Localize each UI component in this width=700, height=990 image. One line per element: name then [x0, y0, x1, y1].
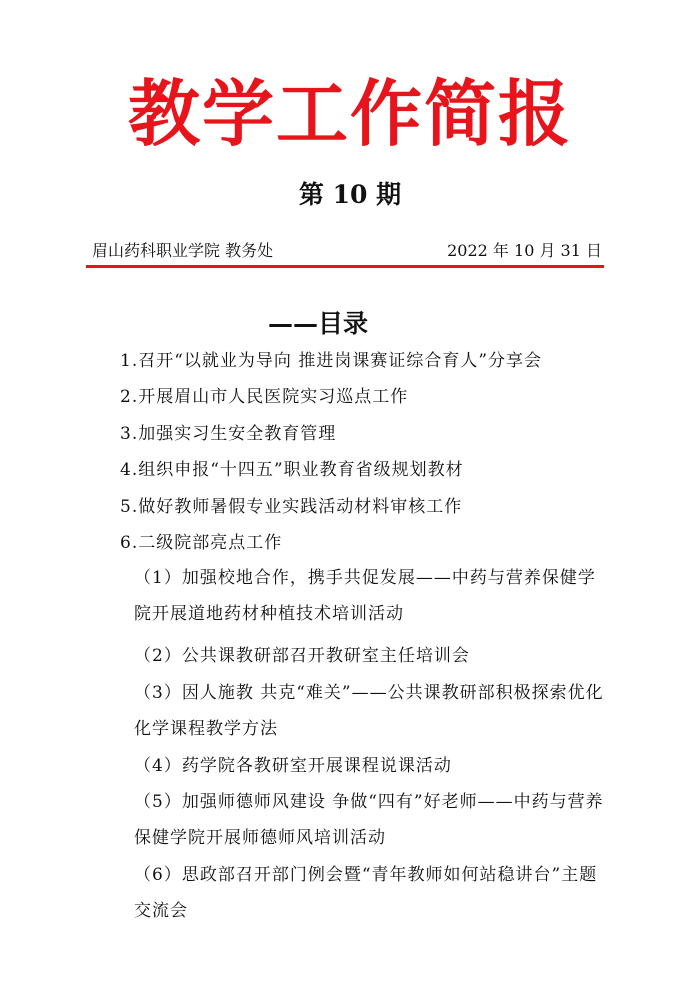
issue-number: 第 10 期	[298, 180, 402, 209]
toc-item-4: 4.组织申报“十四五”职业教育省级规划教材	[120, 460, 464, 480]
toc-subitem-1	[92, 560, 612, 632]
toc-heading: ——目录	[268, 309, 369, 338]
toc-subitem-2	[92, 638, 612, 674]
organization-name: 眉山药科职业学院 教务处	[92, 241, 274, 260]
toc-subitem-text: （3）因人施教 共克“难关”——公共课教研部积极探索优化化学课程教学方法	[134, 683, 604, 739]
toc-item-2: 2.开展眉山市人民医院实习巡点工作	[120, 387, 409, 407]
toc-subitem-3	[92, 675, 612, 747]
toc-subitem-6	[92, 857, 612, 929]
toc-item-5: 5.做好教师暑假专业实践活动材料审核工作	[120, 497, 463, 517]
header-divider	[86, 265, 604, 268]
toc-subitem-text: （2）公共课教研部召开教研室主任培训会	[134, 646, 470, 666]
toc-item-6: 6.二级院部亮点工作	[120, 533, 283, 553]
toc-item-1: 1.召开“以就业为导向 推进岗课赛证综合育人”分享会	[120, 351, 543, 371]
bulletin-title: 教学工作简报	[127, 71, 572, 156]
toc-subitem-4	[92, 748, 612, 784]
toc-subitem-text: （4）药学院各教研室开展课程说课活动	[134, 756, 452, 776]
toc-item-3: 3.加强实习生安全教育管理	[120, 424, 337, 444]
toc-subitem-text: （6）思政部召开部门例会暨“青年教师如何站稳讲台”主题交流会	[134, 865, 598, 921]
toc-subitem-text: （5）加强师德师风建设 争做“四有”好老师——中药与营养保健学院开展师德师风培训活动	[134, 792, 604, 848]
publication-date: 2022 年 10 月 31 日	[447, 241, 602, 260]
toc-subitem-text: （1）加强校地合作，携手共促发展——中药与营养保健学院开展道地药材种植技术培训活动	[134, 568, 596, 624]
toc-subitem-5	[92, 784, 612, 856]
